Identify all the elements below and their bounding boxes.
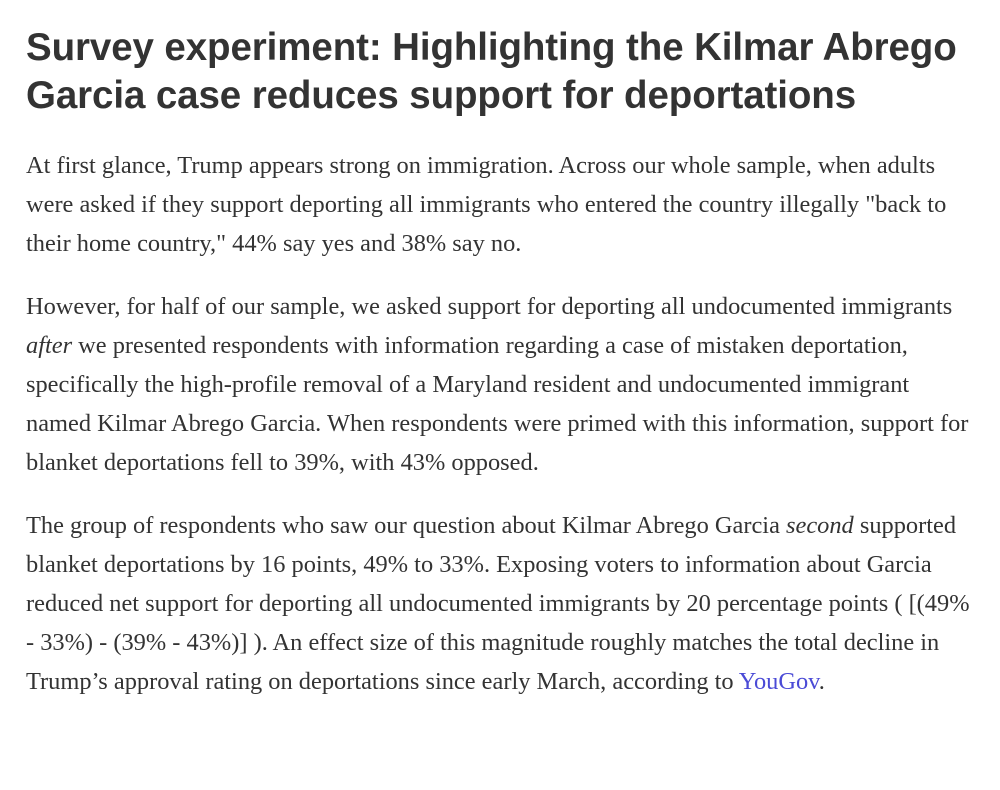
paragraph-results <box>26 506 976 701</box>
paragraph-results-period: . <box>818 668 825 695</box>
paragraph-results-text-start: The group of respondents who saw our question about Kilmar Abrego Garcia <box>26 512 786 539</box>
emphasis-second: second <box>786 512 854 539</box>
article-title: Survey experiment: Highlighting the Kilmar Abrego Garcia case reduces support for deportations <box>26 26 957 117</box>
paragraph-intro-text: At first glance, Trump appears strong on immigration. Across our whole sample, when adults were asked if they support deporting all immigrants who entered the country illegally "back to their home country," 44% say yes and 38% say no. <box>26 152 947 257</box>
article <box>26 24 976 701</box>
paragraph-experiment <box>26 287 976 482</box>
paragraph-results-text-middle: supported blanket deportations by 16 points, 49% to 33%. Exposing voters to information about Garcia reduced net support for deporting all undocumented immigrants by 20 percentage points ( [(49% - 33%) - (39% - 43%)] ). An effect size of this magnitude roughly matches the total decline in Trump’s approval rating on deportations since early March, according to <box>26 512 970 695</box>
paragraph-experiment-text-end: we presented respondents with information regarding a case of mistaken deportation, specifically the high-profile removal of a Maryland resident and undocumented immigrant named Kilmar Abrego Garcia. When respondents were primed with this information, support for blanket deportations fell to 39%, with 43% opposed. <box>26 332 969 476</box>
yougov-link[interactable]: YouGov <box>738 668 819 695</box>
paragraph-intro <box>26 146 976 263</box>
paragraph-experiment-text-start: However, for half of our sample, we asked support for deporting all undocumented immigrants <box>26 293 953 320</box>
emphasis-after: after <box>26 332 73 359</box>
